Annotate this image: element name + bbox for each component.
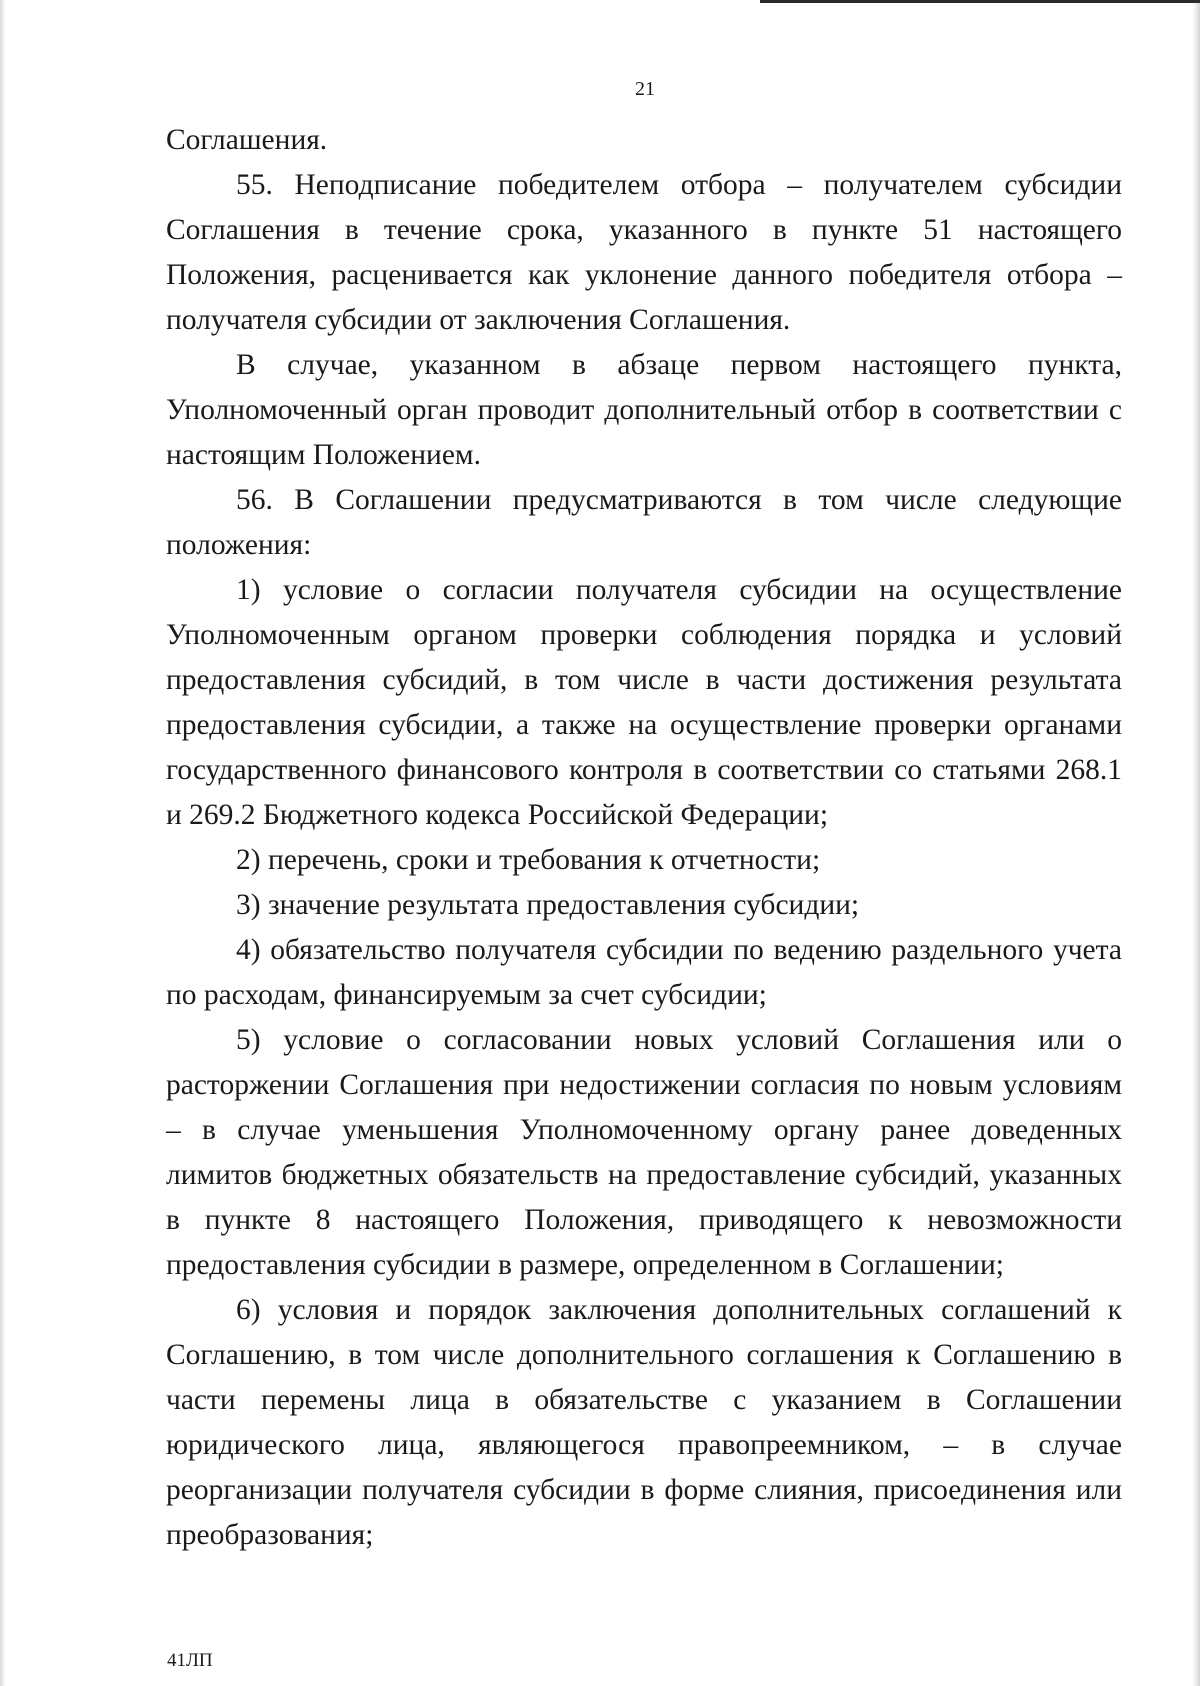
list-item-6: 6) условия и порядок заключения дополнительных соглашений к Соглашению, в том числе дополнительного соглашения к Соглашению в части перемены лица в обязательстве с указанием в Соглашении юридического лица, являющегося правопреемником, – в случае реорганизации получателя субсидии в форме слияния, присоединения или преобразования; (166, 1294, 1122, 1551)
page-number: 21 (635, 78, 655, 100)
document-footer-code: 41ЛП (167, 1650, 213, 1671)
list-item-1: 1) условие о согласии получателя субсидии на осуществление Уполномоченным органом проверки соблюдения порядка и условий предоставления субсидий, в том числе в части достижения результата предоставления субсидии, а также на осуществление проверки органами государственного финансового контроля в соответствии со статьями 268.1 и 269.2 Бюджетного кодекса Российской Федерации; (166, 574, 1122, 831)
scan-edge-top (760, 0, 1200, 3)
list-item-5: 5) условие о согласовании новых условий Соглашения или о расторжении Соглашения при недостижении согласия по новым условиям – в случае уменьшения Уполномоченному органу ранее доведенных лимитов бюджетных обязательств на предоставление субсидий, указанных в пункте 8 настоящего Положения, приводящего к невозможности предоставления субсидии в размере, определенном в Соглашении; (166, 1024, 1122, 1281)
paragraph-continuation: Соглашения. (166, 124, 328, 156)
list-item-2: 2) перечень, сроки и требования к отчетности; (236, 844, 821, 876)
paragraph-clause-55-part-2: В случае, указанном в абзаце первом настоящего пункта, Уполномоченный орган проводит дополнительный отбор в соответствии с настоящим Положением. (166, 349, 1122, 471)
paragraph-clause-56: 56. В Соглашении предусматриваются в том числе следующие положения: (166, 484, 1122, 561)
list-item-3: 3) значение результата предоставления субсидии; (236, 889, 860, 921)
document-body (166, 118, 1122, 1558)
scan-edge-left (0, 0, 6, 1686)
scan-edge-right (1192, 0, 1200, 1686)
paragraph-clause-55: 55. Неподписание победителем отбора – получателем субсидии Соглашения в течение срока, указанного в пункте 51 настоящего Положения, расценивается как уклонение данного победителя отбора – получателя субсидии от заключения Соглашения. (166, 169, 1122, 336)
list-item-4: 4) обязательство получателя субсидии по ведению раздельного учета по расходам, финансируемым за счет субсидии; (166, 934, 1122, 1011)
